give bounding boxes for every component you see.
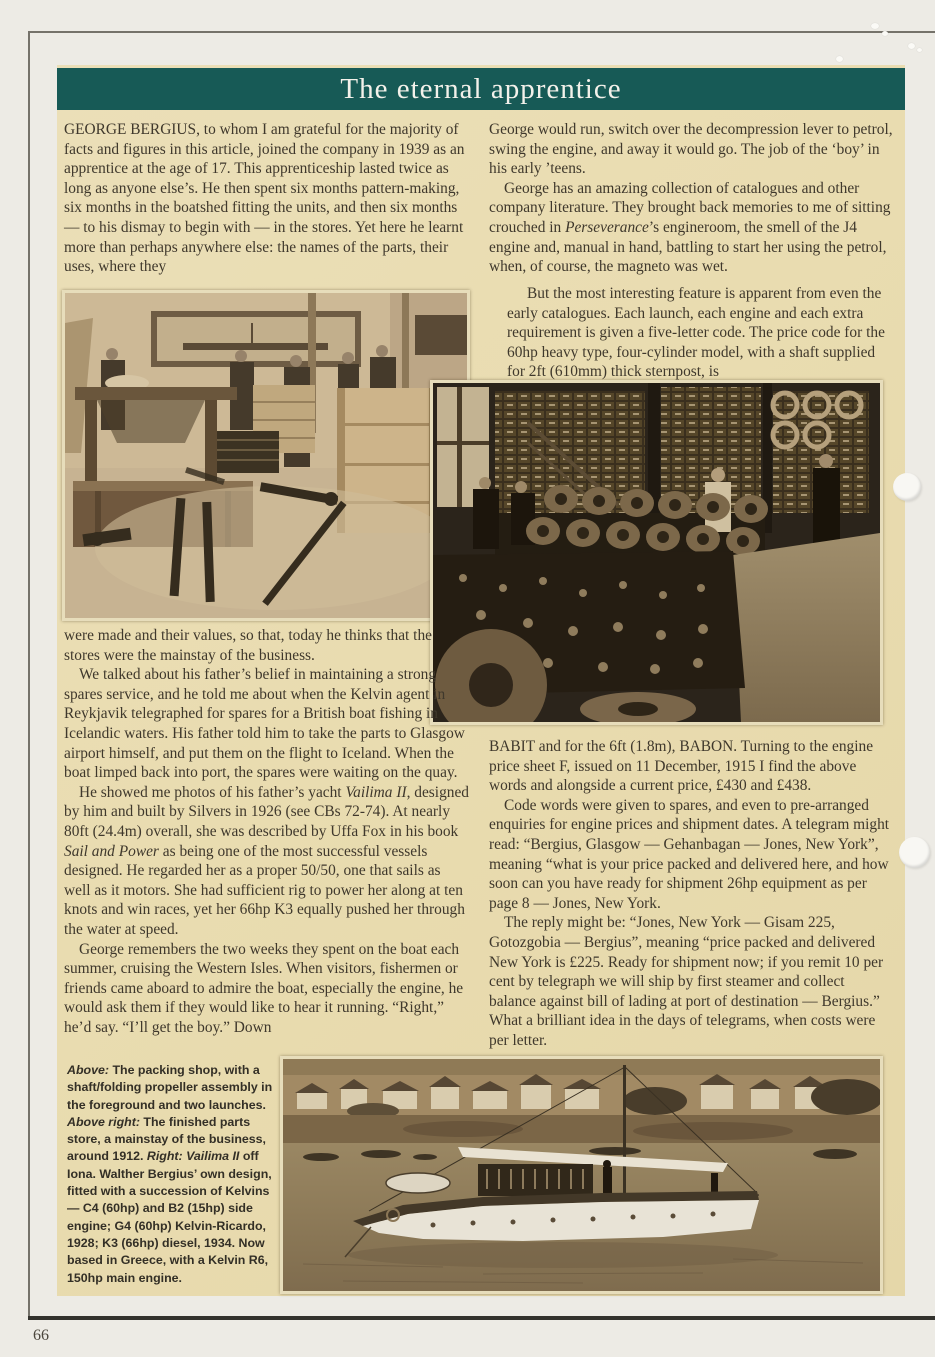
- magazine-page: [57, 65, 905, 1296]
- dust-speck: [871, 23, 879, 29]
- workshop-window: [151, 311, 361, 367]
- mast: [623, 1065, 626, 1195]
- hole-punch: [893, 473, 921, 501]
- caption-boat-name: Vailima II: [182, 1149, 240, 1164]
- dust-speck: [836, 56, 843, 62]
- photo-parts-store: [430, 380, 883, 725]
- dust-speck: [908, 43, 915, 49]
- photo-packing-shop: [62, 290, 470, 621]
- metal-plates: [217, 431, 279, 473]
- paragraph: were made and their values, so that, today he thinks that the stores were the mainstay of the business.: [64, 627, 432, 664]
- paragraph: George has an amazing collection of catalogues and other company literature. They brought back memories to me of sitting crouched in Perseverance’s engineroom, the smell of the J4 engine and, manual in hand, battling to start her using the petrol, when, of course, the magneto was wet.: [489, 179, 891, 276]
- page-title: The eternal apprentice: [340, 72, 622, 105]
- yacht-illustration: [283, 1059, 880, 1291]
- paragraph: George remembers the two weeks they spent on the boat each summer, cruising the Western Isles. When visitors, fishermen or friends came aboard to admire the boat, especially the engine, he would ask them if they would like to hear it running. “Right,” he’d say. “I’ll get the boy.” Down: [64, 940, 464, 1036]
- hole-punch: [899, 837, 930, 868]
- hull-reflection: [348, 1242, 778, 1268]
- page-border-bottom: [28, 1316, 935, 1320]
- paragraph: The reply might be: “Jones, New York — Gisam 225, Gotozgobia — Bergius”, meaning “price packed and delivered New York is £225. Ready for shipment now; if you remit 10 per cent by telegraph we will ship by first steamer and collect balance against bill of lading at port of destination — Bergius.” What a brilliant idea in the days of telegrams, when costs were per letter.: [489, 914, 884, 1049]
- paragraph: George would run, switch over the decompression lever to petrol, swing the engine, and away it would go. The job of the ‘boy’ in his early ’teens.: [489, 121, 893, 178]
- caption-label: Above:: [67, 1063, 109, 1077]
- right-column-bottom: [489, 737, 893, 1051]
- dust-speck: [917, 48, 922, 52]
- right-column-wedge: [507, 284, 893, 382]
- paragraph: We talked about his father’s belief in maintaining a strong spares service, and he told me about when the Kelvin agent in Reykjavik telegraphed for spares for a British boat fishing in Icelandic waters. His father told him to take the parts to Glasgow airport himself, and put them on the flight to Iceland. When the boat limped back into port, the spares were waiting on the quay.: [64, 666, 465, 782]
- side-window: [415, 315, 467, 355]
- crew-figure: [603, 1167, 612, 1194]
- packing-shop-illustration: [65, 293, 467, 618]
- left-column-bottom: [64, 626, 469, 1037]
- caption-label: Above right:: [67, 1114, 140, 1129]
- page-number: 66: [33, 1327, 49, 1344]
- photo-captions: Above: The packing shop, with a shaft/folding propeller assembly in the foreground and two launches. Above right: The finished parts store, a mainstay of the business, around 1912. Right: Vailima II off Iona. Walther Bergius’ own design, fitted with a succession of Kelvins — C4 (60hp) and B2 (15hp) side engine; G4 (60hp) Kelvin-Ricardo, 1928; K3 (66hp) diesel, 1934. Now based in Greece, with a Kelvin R6, 150hp main engine.: [67, 1063, 273, 1285]
- dinghy: [386, 1173, 450, 1193]
- paragraph: BABIT and for the 6ft (1.8m), BABON. Turning to the engine price sheet F, issued on 11 December, 1915 I find the above words and alongside a current price, £430 and £438.: [489, 738, 874, 795]
- paragraph: GEORGE BERGIUS, to whom I am grateful for the majority of facts and figures in this article, joined the company in 1939 as an apprentice at the age of 17. This apprenticeship lasted twice as long as anyone else’s. He then spent six months pattern-making, six months in the boatshed fitting the units, and then six months — to his dismay to begin with — in the stores. Yet here he learnt more than perhaps anywhere else: the names of the parts, their uses, where they: [64, 121, 465, 276]
- left-column-top: [64, 120, 469, 277]
- dust-speck: [882, 31, 888, 36]
- page-border-top: [28, 31, 935, 33]
- paragraph: He showed me photos of his father’s yacht Vailima II, designed by him and built by Silvers in 1926 (see CBs 72-74). At nearly 80ft (24.4m) overall, she was described by Uffa Fox in his book Sail and Power as being one of the most successful vessels designed. He regarded her as a proper 50/50, one that sails as well as it motors. She had sufficient rig to power her along at ten knots and win races, yet her 66hp K3 equally pushed her through the water at speed.: [64, 783, 469, 938]
- paragraph: But the most interesting feature is apparent from even the early catalogues. Each launch, each engine and each extra requirement is given a five-letter code. The price code for the 60hp heavy type, four-cylinder model, with a shaft supplied for 2ft (610mm) thick sternpost, is: [507, 285, 885, 381]
- page-border-left: [28, 31, 30, 1318]
- caption-label: Right:: [146, 1149, 183, 1164]
- paragraph: Code words were given to spares, and even to pre-arranged enquiries for engine prices and shipment dates. A telegram might read: “Bergius, Glasgow — Gehanbagan — Jones, New York”, meaning “what is your price packed and delivered here, and how soon can you have ready for shipment 26hp equipment as per page 8 — Jones, New York.: [489, 796, 890, 912]
- parts-store-illustration: [433, 383, 880, 722]
- store-floor: [733, 533, 880, 722]
- photo-vailima-yacht: [280, 1056, 883, 1294]
- right-column-top: [489, 120, 893, 277]
- title-banner: [57, 68, 905, 110]
